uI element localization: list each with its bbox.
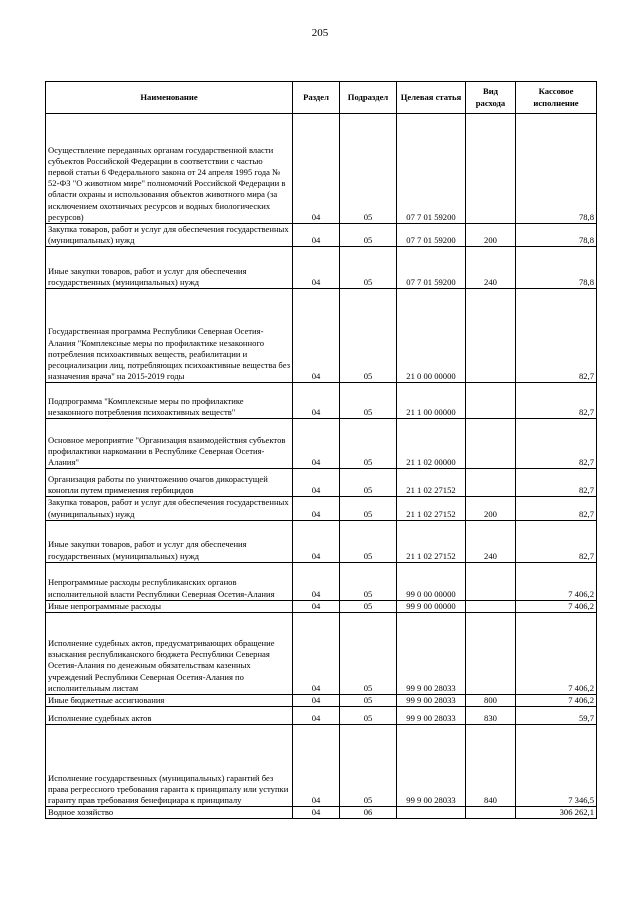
cell-target: 21 1 02 27152: [397, 497, 466, 520]
header-amount: Кассовое исполнение: [516, 82, 597, 114]
table-row: [46, 224, 597, 247]
cell-section: 04: [293, 600, 340, 612]
table-row: [46, 383, 597, 419]
cell-target: 07 7 01 59200: [397, 247, 466, 289]
cell-subsection: 06: [340, 807, 397, 819]
cell-kind: 830: [466, 707, 516, 725]
cell-name: Иные закупки товаров, работ и услуг для обеспечения государственных (муниципальных) нужд: [46, 247, 293, 289]
cell-name: Организация работы по уничтожению очагов дикорастущей конопли путем применения гербицидов: [46, 469, 293, 497]
table-header-row: [46, 82, 597, 114]
cell-name: Иные бюджетные ассигнования: [46, 694, 293, 706]
cell-target: 21 1 02 27152: [397, 520, 466, 562]
cell-subsection: 05: [340, 497, 397, 520]
cell-name: Государственная программа Республики Северная Осетия-Алания "Комплексные меры по профилактике незаконного потребления психоактивных веществ, реабилитации и ресоциализации лиц, потребляющих психоактивные вещества без назначения врача" на 2015-2019 годы: [46, 289, 293, 383]
cell-name: Закупка товаров, работ и услуг для обеспечения государственных (муниципальных) нужд: [46, 224, 293, 247]
cell-subsection: 05: [340, 612, 397, 694]
cell-name: Осуществление переданных органам государственной власти субъектов Российской Федерации в соответствии с частью первой статьи 6 Федерального закона от 24 апреля 1995 года № 52-ФЗ "О животном мире" полномочий Российской Федерации в области охраны и использования объектов животного мира (за исключением охотничьих ресурсов и водных биологических ресурсов): [46, 114, 293, 224]
cell-kind: [466, 289, 516, 383]
cell-section: 04: [293, 807, 340, 819]
cell-section: 04: [293, 725, 340, 807]
table-row: [46, 707, 597, 725]
cell-name: Основное мероприятие "Организация взаимодействия субъектов профилактики наркомании в Республике Северная Осетия-Алания": [46, 419, 293, 469]
cell-target: 99 0 00 00000: [397, 562, 466, 600]
cell-amount: 82,7: [516, 520, 597, 562]
cell-target: 99 9 00 00000: [397, 600, 466, 612]
cell-amount: 7 406,2: [516, 694, 597, 706]
cell-kind: [466, 469, 516, 497]
table-row: [46, 725, 597, 807]
cell-name: Исполнение судебных актов, предусматривающих обращение взыскания республиканского бюджета Республики Северная Осетия-Алания по денежным обязательствам казенных учреждений Республики Северная Осетия-Алания по исполнительным листам: [46, 612, 293, 694]
cell-name: Иные непрограммные расходы: [46, 600, 293, 612]
header-kind: Вид расхода: [466, 82, 516, 114]
cell-target: 21 0 00 00000: [397, 289, 466, 383]
cell-subsection: 05: [340, 247, 397, 289]
cell-kind: 240: [466, 520, 516, 562]
cell-amount: 78,8: [516, 224, 597, 247]
cell-amount: 7 406,2: [516, 562, 597, 600]
cell-section: 04: [293, 247, 340, 289]
cell-subsection: 05: [340, 383, 397, 419]
cell-target: [397, 807, 466, 819]
cell-subsection: 05: [340, 520, 397, 562]
cell-target: 21 1 00 00000: [397, 383, 466, 419]
cell-subsection: 05: [340, 469, 397, 497]
cell-kind: 200: [466, 497, 516, 520]
cell-section: 04: [293, 469, 340, 497]
table-row: [46, 600, 597, 612]
cell-target: 99 9 00 28033: [397, 612, 466, 694]
table-row: [46, 469, 597, 497]
cell-name: Закупка товаров, работ и услуг для обеспечения государственных (муниципальных) нужд: [46, 497, 293, 520]
cell-name: Водное хозяйство: [46, 807, 293, 819]
cell-section: 04: [293, 497, 340, 520]
cell-name: Непрограммные расходы республиканских органов исполнительной власти Республики Северная Осетия-Алания: [46, 562, 293, 600]
page-number: 205: [311, 27, 329, 39]
cell-amount: 82,7: [516, 383, 597, 419]
cell-name: Исполнение государственных (муниципальных) гарантий без права регрессного требования гаранта к принципалу или уступки гаранту прав требования бенефициара к принципалу: [46, 725, 293, 807]
cell-subsection: 05: [340, 419, 397, 469]
cell-kind: [466, 600, 516, 612]
cell-section: 04: [293, 562, 340, 600]
cell-subsection: 05: [340, 600, 397, 612]
cell-kind: 240: [466, 247, 516, 289]
header-subsection: Подраздел: [340, 82, 397, 114]
cell-section: 04: [293, 289, 340, 383]
cell-target: 07 7 01 59200: [397, 224, 466, 247]
header-name: Наименование: [46, 82, 293, 114]
cell-subsection: 05: [340, 694, 397, 706]
cell-name: Подпрограмма "Комплексные меры по профилактике незаконного потребления психоактивных веществ": [46, 383, 293, 419]
cell-amount: 7 406,2: [516, 612, 597, 694]
table-row: [46, 807, 597, 819]
cell-subsection: 05: [340, 707, 397, 725]
cell-kind: 200: [466, 224, 516, 247]
cell-target: 07 7 01 59200: [397, 114, 466, 224]
cell-target: 99 9 00 28033: [397, 725, 466, 807]
table-row: [46, 694, 597, 706]
table-row: [46, 419, 597, 469]
budget-table: [45, 81, 597, 819]
cell-name: Иные закупки товаров, работ и услуг для обеспечения государственных (муниципальных) нужд: [46, 520, 293, 562]
cell-amount: 306 262,1: [516, 807, 597, 819]
cell-subsection: 05: [340, 725, 397, 807]
cell-section: 04: [293, 383, 340, 419]
cell-section: 04: [293, 114, 340, 224]
cell-section: 04: [293, 707, 340, 725]
cell-target: 99 9 00 28033: [397, 694, 466, 706]
cell-amount: 82,7: [516, 469, 597, 497]
cell-target: 21 1 02 00000: [397, 419, 466, 469]
cell-kind: [466, 419, 516, 469]
cell-section: 04: [293, 224, 340, 247]
header-target: Целевая статья: [397, 82, 466, 114]
cell-subsection: 05: [340, 114, 397, 224]
cell-kind: 800: [466, 694, 516, 706]
cell-target: 99 9 00 28033: [397, 707, 466, 725]
cell-amount: 78,8: [516, 247, 597, 289]
table-row: [46, 114, 597, 224]
header-section: Раздел: [293, 82, 340, 114]
cell-amount: 59,7: [516, 707, 597, 725]
cell-section: 04: [293, 612, 340, 694]
table-row: [46, 497, 597, 520]
cell-amount: 82,7: [516, 419, 597, 469]
cell-kind: [466, 383, 516, 419]
table-row: [46, 520, 597, 562]
cell-section: 04: [293, 520, 340, 562]
cell-amount: 82,7: [516, 497, 597, 520]
cell-kind: [466, 114, 516, 224]
cell-section: 04: [293, 419, 340, 469]
table-row: [46, 562, 597, 600]
cell-amount: 82,7: [516, 289, 597, 383]
cell-kind: 840: [466, 725, 516, 807]
cell-kind: [466, 562, 516, 600]
cell-subsection: 05: [340, 562, 397, 600]
cell-kind: [466, 807, 516, 819]
cell-subsection: 05: [340, 224, 397, 247]
cell-name: Исполнение судебных актов: [46, 707, 293, 725]
cell-kind: [466, 612, 516, 694]
table-row: [46, 612, 597, 694]
table-row: [46, 247, 597, 289]
cell-amount: 78,8: [516, 114, 597, 224]
cell-target: 21 1 02 27152: [397, 469, 466, 497]
table-row: [46, 289, 597, 383]
cell-amount: 7 406,2: [516, 600, 597, 612]
cell-subsection: 05: [340, 289, 397, 383]
cell-section: 04: [293, 694, 340, 706]
cell-amount: 7 346,5: [516, 725, 597, 807]
